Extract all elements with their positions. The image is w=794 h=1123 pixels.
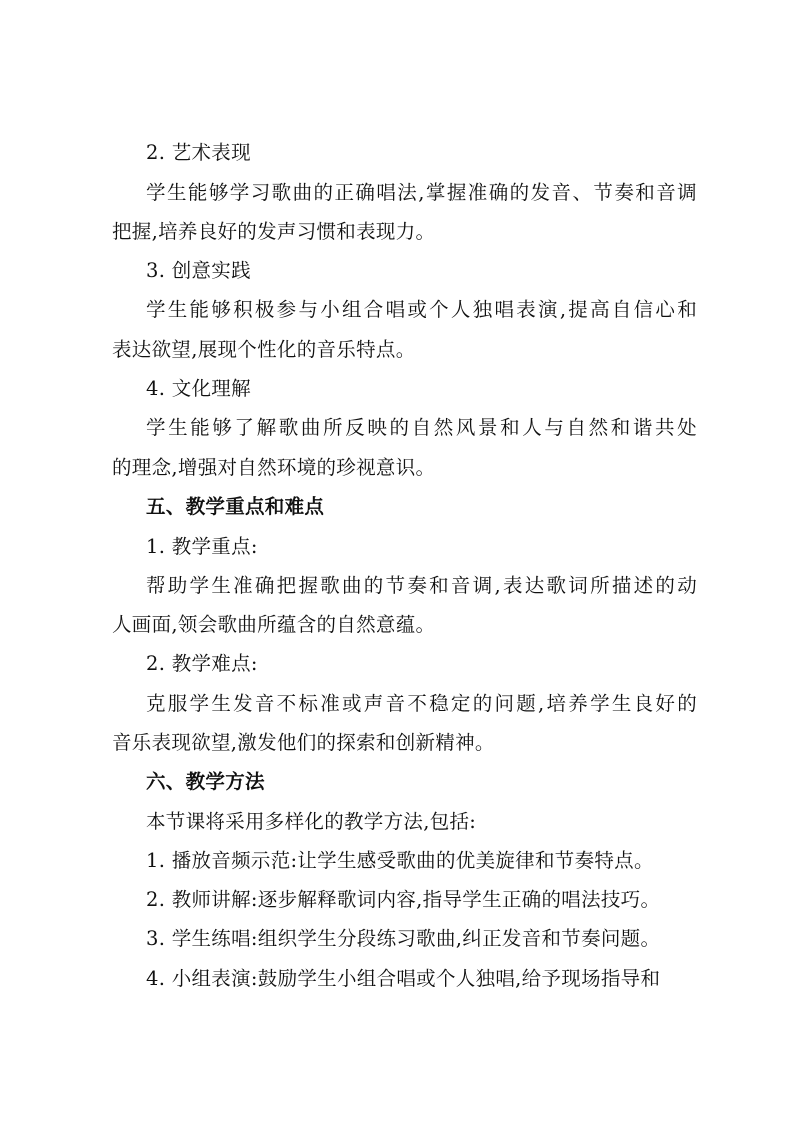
paragraph-line: 人画面,领会歌曲所蕴含的自然意蕴。	[112, 613, 436, 636]
section-heading-methods: 六、教学方法	[146, 770, 265, 793]
paragraph-line: 表达欲望,展现个性化的音乐特点。	[112, 338, 416, 361]
subheading-art-expression: 2. 艺术表现	[146, 141, 251, 164]
list-item: 4. 小组表演:鼓励学生小组合唱或个人独唱,给予现场指导和	[146, 967, 661, 990]
paragraph-line: 帮助学生准确把握歌曲的节奏和音调,表达歌词所描述的动	[146, 574, 697, 597]
list-item: 1. 播放音频示范:让学生感受歌曲的优美旋律和节奏特点。	[146, 849, 654, 872]
paragraph-line: 音乐表现欲望,激发他们的探索和创新精神。	[112, 731, 495, 754]
subheading-teaching-difficulty: 2. 教学难点:	[146, 652, 258, 675]
section-heading-key-points: 五、教学重点和难点	[146, 495, 325, 518]
list-item: 3. 学生练唱:组织学生分段练习歌曲,纠正发音和节奏问题。	[146, 927, 661, 950]
list-item: 2. 教师讲解:逐步解释歌词内容,指导学生正确的唱法技巧。	[146, 888, 661, 911]
paragraph-line: 学生能够学习歌曲的正确唱法,掌握准确的发音、节奏和音调	[146, 181, 697, 204]
paragraph-line: 的理念,增强对自然环境的珍视意识。	[112, 456, 436, 479]
paragraph-line: 本节课将采用多样化的教学方法,包括:	[146, 810, 477, 833]
subheading-teaching-focus: 1. 教学重点:	[146, 535, 258, 558]
paragraph-line: 克服学生发音不标准或声音不稳定的问题,培养学生良好的	[146, 692, 697, 715]
paragraph-line: 学生能够了解歌曲所反映的自然风景和人与自然和谐共处	[146, 416, 697, 439]
subheading-creative-practice: 3. 创意实践	[146, 259, 251, 282]
subheading-cultural-understanding: 4. 文化理解	[146, 377, 251, 400]
paragraph-line: 学生能够积极参与小组合唱或个人独唱表演,提高自信心和	[146, 298, 697, 321]
paragraph-line: 把握,培养良好的发声习惯和表现力。	[112, 220, 436, 243]
